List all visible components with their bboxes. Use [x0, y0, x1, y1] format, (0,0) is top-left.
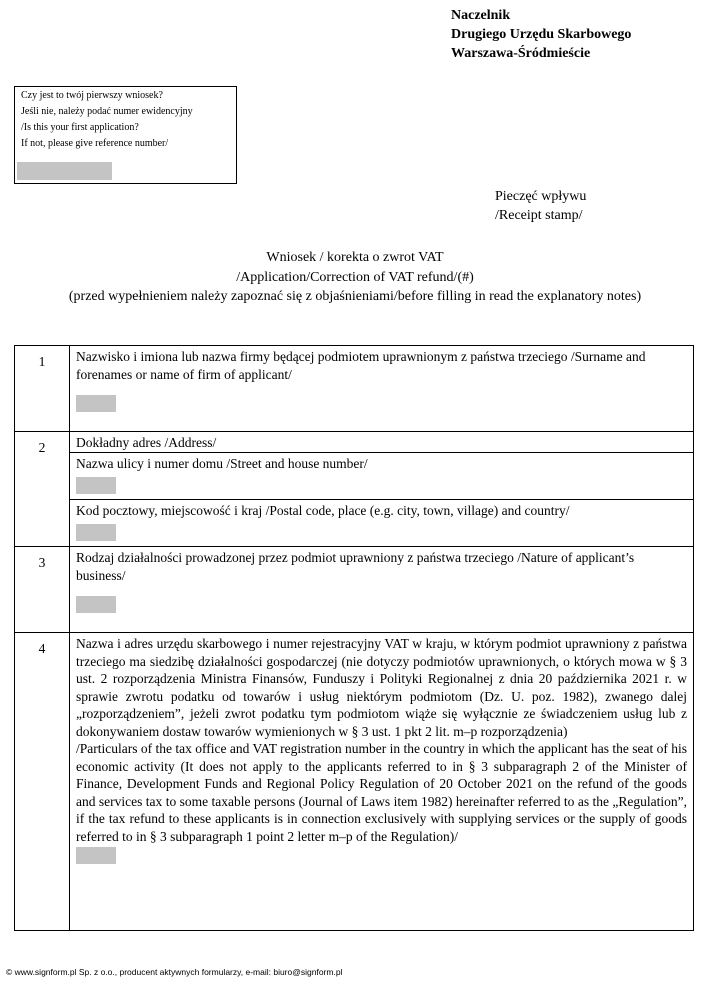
postal-label: Kod pocztowy, miejscowość i kraj /Postal code, place (e.g. city, town, village) and country/: [76, 503, 570, 518]
addressee-line-1: Naczelnik: [451, 8, 511, 23]
row-number: 3: [15, 547, 70, 633]
business-nature-cell: [70, 547, 694, 633]
table-row: [15, 432, 694, 453]
addressee-line-3: Warszawa-Śródmieście: [451, 46, 591, 61]
addressee-block: [451, 6, 631, 63]
addressee-line-2: Drugiego Urzędu Skarbowego: [451, 27, 632, 42]
form-title-pl: Wniosek / korekta o zwrot VAT: [266, 250, 444, 265]
footer-copyright: © www.signform.pl Sp. z o.o., producent aktywnych formularzy, e-mail: biuro@signform.pl: [6, 967, 343, 977]
row-number: 2: [15, 432, 70, 547]
postal-field[interactable]: [76, 524, 116, 541]
tax-office-field[interactable]: [76, 847, 116, 864]
table-row: [15, 547, 694, 633]
receipt-stamp-pl: Pieczęć wpływu: [495, 189, 587, 204]
address-heading-cell: [70, 432, 694, 453]
tax-office-cell: [70, 633, 694, 931]
business-nature-label: Rodzaj działalności prowadzonej przez podmiot uprawniony z państwa trzeciego /Nature of applicant’s business/: [76, 550, 635, 583]
first-application-question: Czy jest to twój pierwszy wniosek?: [21, 90, 163, 101]
applicant-name-field[interactable]: [76, 395, 116, 412]
applicant-name-cell: [70, 346, 694, 432]
table-row: [15, 346, 694, 432]
street-cell: [70, 453, 694, 500]
address-heading: Dokładny adres /Address/: [76, 435, 217, 450]
table-row: [15, 633, 694, 931]
application-form-table: [14, 345, 694, 931]
row-number: 4: [15, 633, 70, 931]
tax-office-label-pl: Nazwa i adres urzędu skarbowego i numer rejestracyjny VAT w kraju, w którym podmiot uprawniony z państwa trzeciego ma siedzibę działalności gospodarczej (nie dotyczy podmiotów uprawnionych, o których mowa w § 3 ust. 2 rozporządzenia Ministra Finansów, Funduszy i Polityki Regionalnej z dnia 20 października 2021 r. w sprawie zwrotu podatku od towarów i usług niektórym podmiotom (Dz. U. poz. 1982), zwanego dalej „rozporządzeniem”, jeżeli zwrot podatku tym podmiotom wiąże się wyłącznie ze świadczeniem usług lub z dokonywaniem dostaw towarów wymienionych w § 3 ust. 1 pkt 2 lit. m–p rozporządzenia): [76, 636, 687, 739]
form-title-en: /Application/Correction of VAT refund/(#): [236, 269, 474, 285]
street-label: Nazwa ulicy i numer domu /Street and house number/: [76, 456, 368, 471]
tax-office-label-en: /Particulars of the tax office and VAT registration number in the country in which the applicant has the seat of his economic activity (It does not apply to the applicants referred to in § 3 subparagraph 2 of the Minister of Finance, Development Funds and Regional Policy Regulation of 20 October 2021 on the refund of the goods and services tax to some taxable persons (Journal of Laws item 1982) hereinafter referred to as the „Regulation”, if the tax refund to these applicants is in connection exclusively with supplying services or the supply of goods referred to in § 3 subparagraph 1 point 2 letter m–p of the Regulation)/: [76, 741, 687, 844]
first-application-instruction: Jeśli nie, należy podać numer ewidencyjny: [21, 106, 193, 117]
business-nature-field[interactable]: [76, 596, 116, 613]
reference-number-field[interactable]: [17, 162, 112, 180]
postal-cell: [70, 500, 694, 547]
first-application-box: [14, 86, 237, 184]
first-application-instruction-en: If not, please give reference number/: [21, 138, 169, 149]
row-number: 1: [15, 346, 70, 432]
form-title-note: (przed wypełnieniem należy zapoznać się z objaśnieniami/before filling in read the explanatory notes): [68, 289, 642, 304]
table-row: [15, 500, 694, 547]
first-application-question-en: /Is this your first application?: [21, 122, 139, 133]
table-row: [15, 453, 694, 500]
receipt-stamp-label: [495, 187, 586, 225]
street-field[interactable]: [76, 477, 116, 494]
receipt-stamp-en: /Receipt stamp/: [495, 208, 583, 223]
form-title: [30, 248, 680, 307]
applicant-name-label: Nazwisko i imiona lub nazwa firmy będącej podmiotem uprawnionym z państwa trzeciego /Surname and forenames or name of firm of applicant/: [76, 349, 646, 382]
